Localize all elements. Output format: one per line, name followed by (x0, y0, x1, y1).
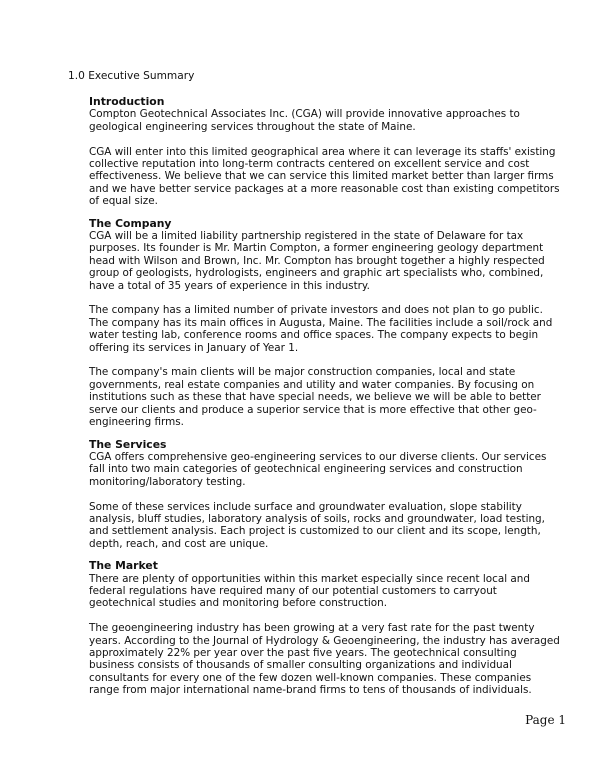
section-heading: The Market (89, 559, 158, 573)
section-the-company (89, 218, 561, 429)
paragraph: The geoengineering industry has been growing at a very fast rate for the past twenty years. According to the Journal of Hydrology & Geoengineering, the industry has averaged approximately 22% per year over the past five years. The geotechnical consulting business consists of thousands of smaller consulting organizations and individual consultants for every one of the few dozen well-known companies. These companies range from major international name-brand firms to tens of thousands of individuals. (89, 622, 560, 697)
document-title: 1.0 Executive Summary (68, 70, 195, 82)
paragraph: There are plenty of opportunities within this market especially since recent local and federal regulations have required many of our potential customers to carryout geotechnical studies and monitoring before construction. (89, 572, 530, 610)
paragraph: CGA will be a limited liability partnership registered in the state of Delaware for tax purposes. Its founder is Mr. Martin Compton, a former engineering geology department head with Wilson and Brown, Inc. Mr. Compton has brought together a highly respected group of geologists, hydrologists, engineers and graphic art specialists who, combined, have a total of 35 years of experience in this industry. (89, 230, 545, 292)
paragraph: Some of these services include surface and groundwater evaluation, slope stability analysis, bluff studies, laboratory analysis of soils, rocks and groundwater, load testing, and settlement analysis. Each project is customized to our client and its scope, length, depth, reach, and cost are unique. (89, 500, 545, 550)
paragraph: The company's main clients will be major construction companies, local and state governments, real estate companies and utility and water companies. By focusing on institutions such as these that have special needs, we believe we will be able to better serve our clients and produce a superior service that is more effective that other geo-engineering firms. (89, 366, 541, 429)
paragraph: CGA will enter into this limited geographical area where it can leverage its staffs' existing collective reputation into long-term contracts centered on excellent service and cost effectiveness. We believe that we can service this limited market better than larger firms and we have better service packages at a more reasonable cost than existing competitors of equal size. (89, 145, 560, 208)
paragraph: The company has a limited number of private investors and does not plan to go public. The company has its main offices in Augusta, Maine. The facilities include a soil/rock and water testing lab, conference rooms and office spaces. The company expects to begin offering its services in January of Year 1. (89, 304, 553, 354)
section-heading: The Company (89, 216, 172, 230)
section-the-services (89, 439, 561, 551)
section-heading: Introduction (89, 95, 165, 108)
paragraph: Compton Geotechnical Associates Inc. (CGA) will provide innovative approaches to geological engineering services throughout the state of Maine. (89, 108, 520, 133)
page-number: Page 1 (525, 713, 566, 727)
section-introduction (89, 96, 561, 208)
paragraph: CGA offers comprehensive geo-engineering services to our diverse clients. Our services fall into two main categories of geotechnical engineering services and construction monitoring/laboratory testing. (89, 450, 547, 488)
section-heading: The Services (89, 437, 167, 451)
section-the-market (89, 560, 561, 696)
document-body (89, 96, 561, 697)
